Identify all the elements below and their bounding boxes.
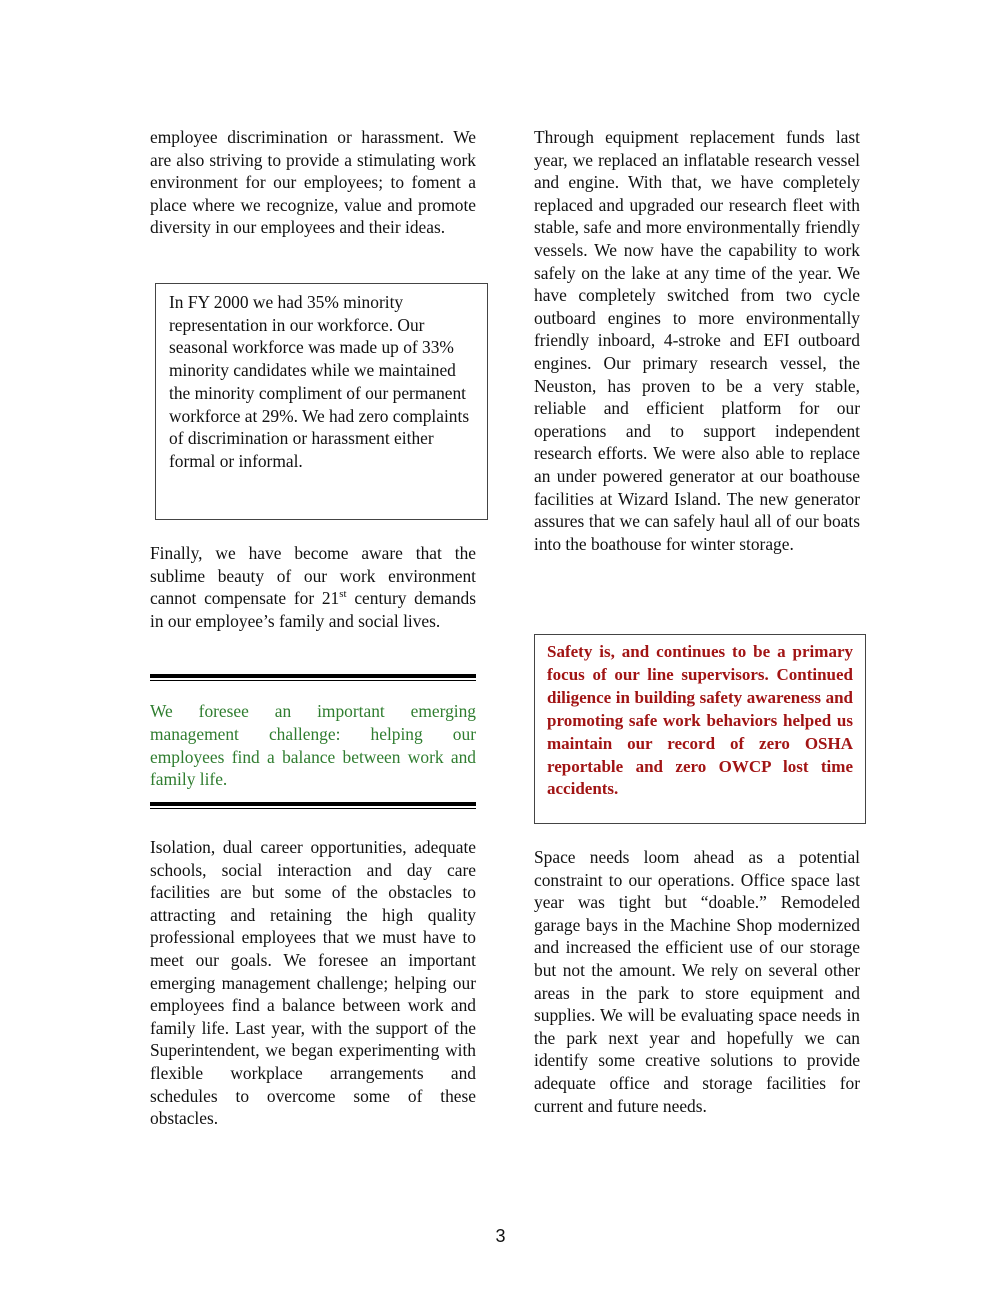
divider-bottom <box>150 802 476 809</box>
safety-box <box>534 634 866 824</box>
pull-quote: We foresee an important emerging management challenge: helping our employees find a balance between work and family life. <box>150 701 476 790</box>
divider-top <box>150 674 476 681</box>
finally-paragraph <box>150 542 476 632</box>
safety-text: Safety is, and continues to be a primary focus of our line supervisors. Continued diligence in building safety awareness and promoting safe work behaviors helped us maintain our record of zero OSHA reportable and zero OWCP lost time accidents. <box>547 642 853 799</box>
space-paragraph: Space needs loom ahead as a potential constraint to our operations. Office space last year was tight but “doable.” Remodeled garage bays in the Machine Shop modernized and increased the efficient use of our storage but not the amount. We rely on several other areas in the park to store equipment and supplies. We will be evaluating space needs in the park next year and hopefully we can identify some creative solutions to provide adequate office and storage facilities for current and future needs. <box>534 847 860 1116</box>
finally-text-end: century demands in our employee’s family and social lives. <box>150 588 477 631</box>
right-column <box>534 126 860 555</box>
isolation-paragraph: Isolation, dual career opportunities, adequate schools, social interaction and day care facilities are but some of the obstacles to attracting and retaining the high quality professional employees that we must have to meet our goals. We foresee an important emerging management challenge; helping our employees find a balance between work and family life. Last year, with the support of the Superintendent, we began experimenting with flexible workplace arrangements and schedules to overcome some of these obstacles. <box>150 837 476 1129</box>
left-column <box>150 126 476 239</box>
intro-paragraph: employee discrimination or harassment. We are also striving to provide a stimulating work environment for our employees; to foment a place where we recognize, value and promote diversity in our employees and their ideas. <box>150 127 476 238</box>
finally-text-start: Finally, we have become aware that the sublime beauty of our work environment cannot compensate for 21 <box>150 543 476 609</box>
equipment-paragraph: Through equipment replacement funds last year, we replaced an inflatable research vessel and engine. With that, we have completely replaced and upgraded our research fleet with stable, safe and more environmentally friendly vessels. We now have the capability to work safely on the lake at any time of the year. We have completely switched from two cycle outboard engines to more environmentally friendly inboard, 4-stroke and EFI outboard engines. Our primary research vessel, the Neuston, has proven to be a very stable, reliable and efficient platform for our operations and to support independent research efforts. We were also able to replace an under powered generator at our boathouse facilities at Wizard Island. The new generator assures that we can safely haul all of our boats into the boathouse for winter storage. <box>534 127 860 554</box>
minority-stats-box <box>155 283 488 520</box>
page-number: 3 <box>495 1226 506 1246</box>
finally-superscript: st <box>339 588 347 601</box>
minority-stats-text: In FY 2000 we had 35% minority representation in our workforce. Our seasonal workforce was made up of 33% minority candidates while we maintained the minority compliment of our permanent workforce at 29%. We had zero complaints of discrimination or harassment either formal or informal. <box>169 292 470 471</box>
